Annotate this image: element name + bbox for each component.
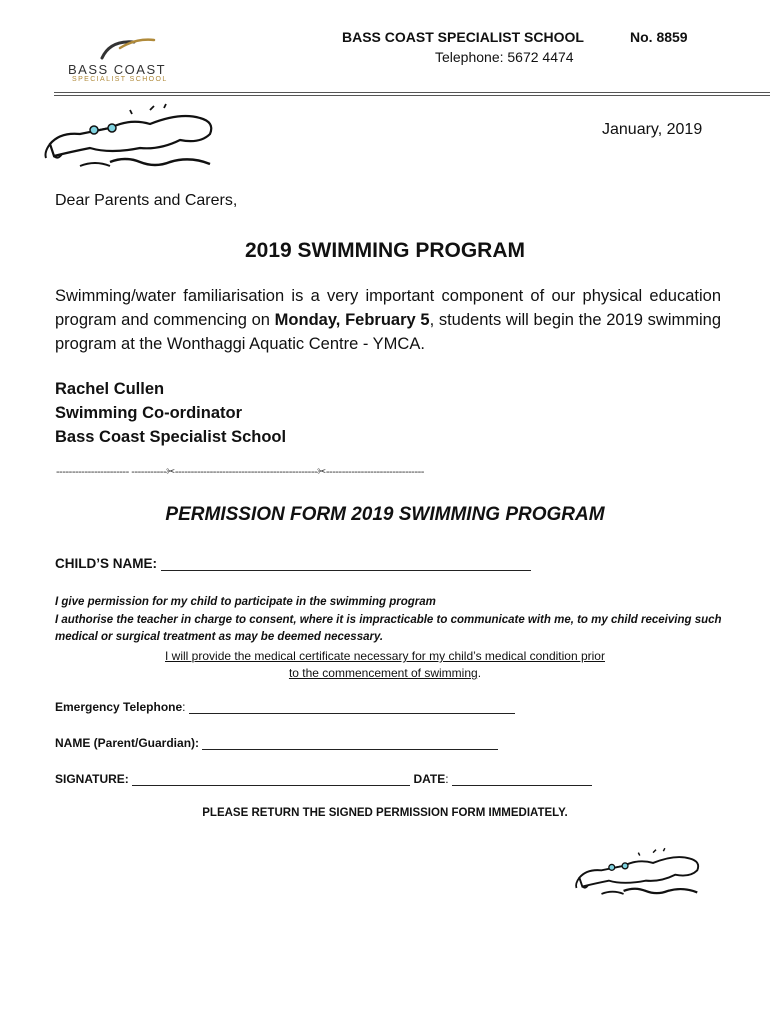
date-colon: : xyxy=(445,772,449,786)
signatory-name: Rachel Cullen xyxy=(55,380,165,398)
date-label: DATE xyxy=(413,772,446,786)
cut-line-dashes: --------------------------------------------- xyxy=(174,466,318,478)
parent-name-field[interactable] xyxy=(202,736,498,750)
emergency-telephone-label: Emergency Telephone xyxy=(55,700,183,714)
cut-line xyxy=(56,465,656,478)
signatory-block xyxy=(55,377,286,449)
form-title: PERMISSION FORM 2019 SWIMMING PROGRAM xyxy=(165,504,605,525)
emergency-telephone-row xyxy=(55,700,515,714)
letter-body-date: Monday, February 5 xyxy=(274,311,430,329)
medical-certificate-note xyxy=(0,648,770,682)
signatory-school: Bass Coast Specialist School xyxy=(55,428,287,446)
header-telephone: Telephone: 5672 4474 xyxy=(435,49,574,65)
header-school-number: No. 8859 xyxy=(630,29,688,45)
letter-title: 2019 SWIMMING PROGRAM xyxy=(244,239,526,262)
return-note: PLEASE RETURN THE SIGNED PERMISSION FORM IMMEDIATELY. xyxy=(202,807,568,819)
header-rule xyxy=(54,92,770,93)
letter-body-start: Swimming/water familiarisation is a very important component of our physical education program and commencing on xyxy=(55,287,721,329)
header-rule-double xyxy=(54,95,770,96)
provide-end: . xyxy=(477,666,482,680)
parent-name-label: NAME (Parent/Guardian): xyxy=(55,736,200,750)
letter-date: January, 2019 xyxy=(602,121,703,138)
swimmer-illustration-icon xyxy=(40,104,230,179)
parent-name-row xyxy=(55,736,498,750)
child-name-row xyxy=(55,556,531,571)
letter-greeting: Dear Parents and Carers, xyxy=(55,192,238,209)
signature-field[interactable] xyxy=(132,772,410,786)
emergency-colon: : xyxy=(182,700,186,714)
provide-line-2: to the commencement of swimming xyxy=(288,666,478,680)
scissors-icon: ✂ xyxy=(317,466,326,478)
cut-line-dashes: ------------------------------- xyxy=(325,466,424,478)
consent-line-2: I authorise the teacher in charge to consent, where it is impracticable to communicate with me, to my child receiving such medical or surgical treatment as may be deemed necessary. xyxy=(55,613,722,643)
letter-body-end: , students will begin the 2019 swimming program at the Wonthaggi Aquatic Centre - YMCA. xyxy=(55,311,721,353)
signatory-role: Swimming Co-ordinator xyxy=(55,404,242,422)
header-school-name: BASS COAST SPECIALIST SCHOOL xyxy=(342,29,584,45)
child-name-label: CHILD’S NAME: xyxy=(55,556,157,571)
consent-text xyxy=(55,594,725,647)
child-name-field[interactable] xyxy=(161,556,531,571)
date-field[interactable] xyxy=(452,772,592,786)
letter-body xyxy=(55,284,721,356)
school-logo xyxy=(62,34,182,86)
swimmer-illustration-small-icon xyxy=(572,848,712,905)
emergency-telephone-field[interactable] xyxy=(189,700,515,714)
consent-line-1: I give permission for my child to participate in the swimming program xyxy=(55,596,436,608)
logo-swoosh-icon xyxy=(62,34,182,64)
provide-line-1: I will provide the medical certificate necessary for my child’s medical condition prior xyxy=(165,649,605,663)
logo-subtitle: SPECIALIST SCHOOL xyxy=(72,76,168,83)
signature-row xyxy=(55,772,592,786)
signature-label: SIGNATURE: xyxy=(55,772,129,786)
logo-name: BASS COAST xyxy=(68,62,167,77)
cut-line-dashes: ----------------------- ----------- xyxy=(56,466,167,478)
scissors-icon: ✂ xyxy=(166,466,175,478)
